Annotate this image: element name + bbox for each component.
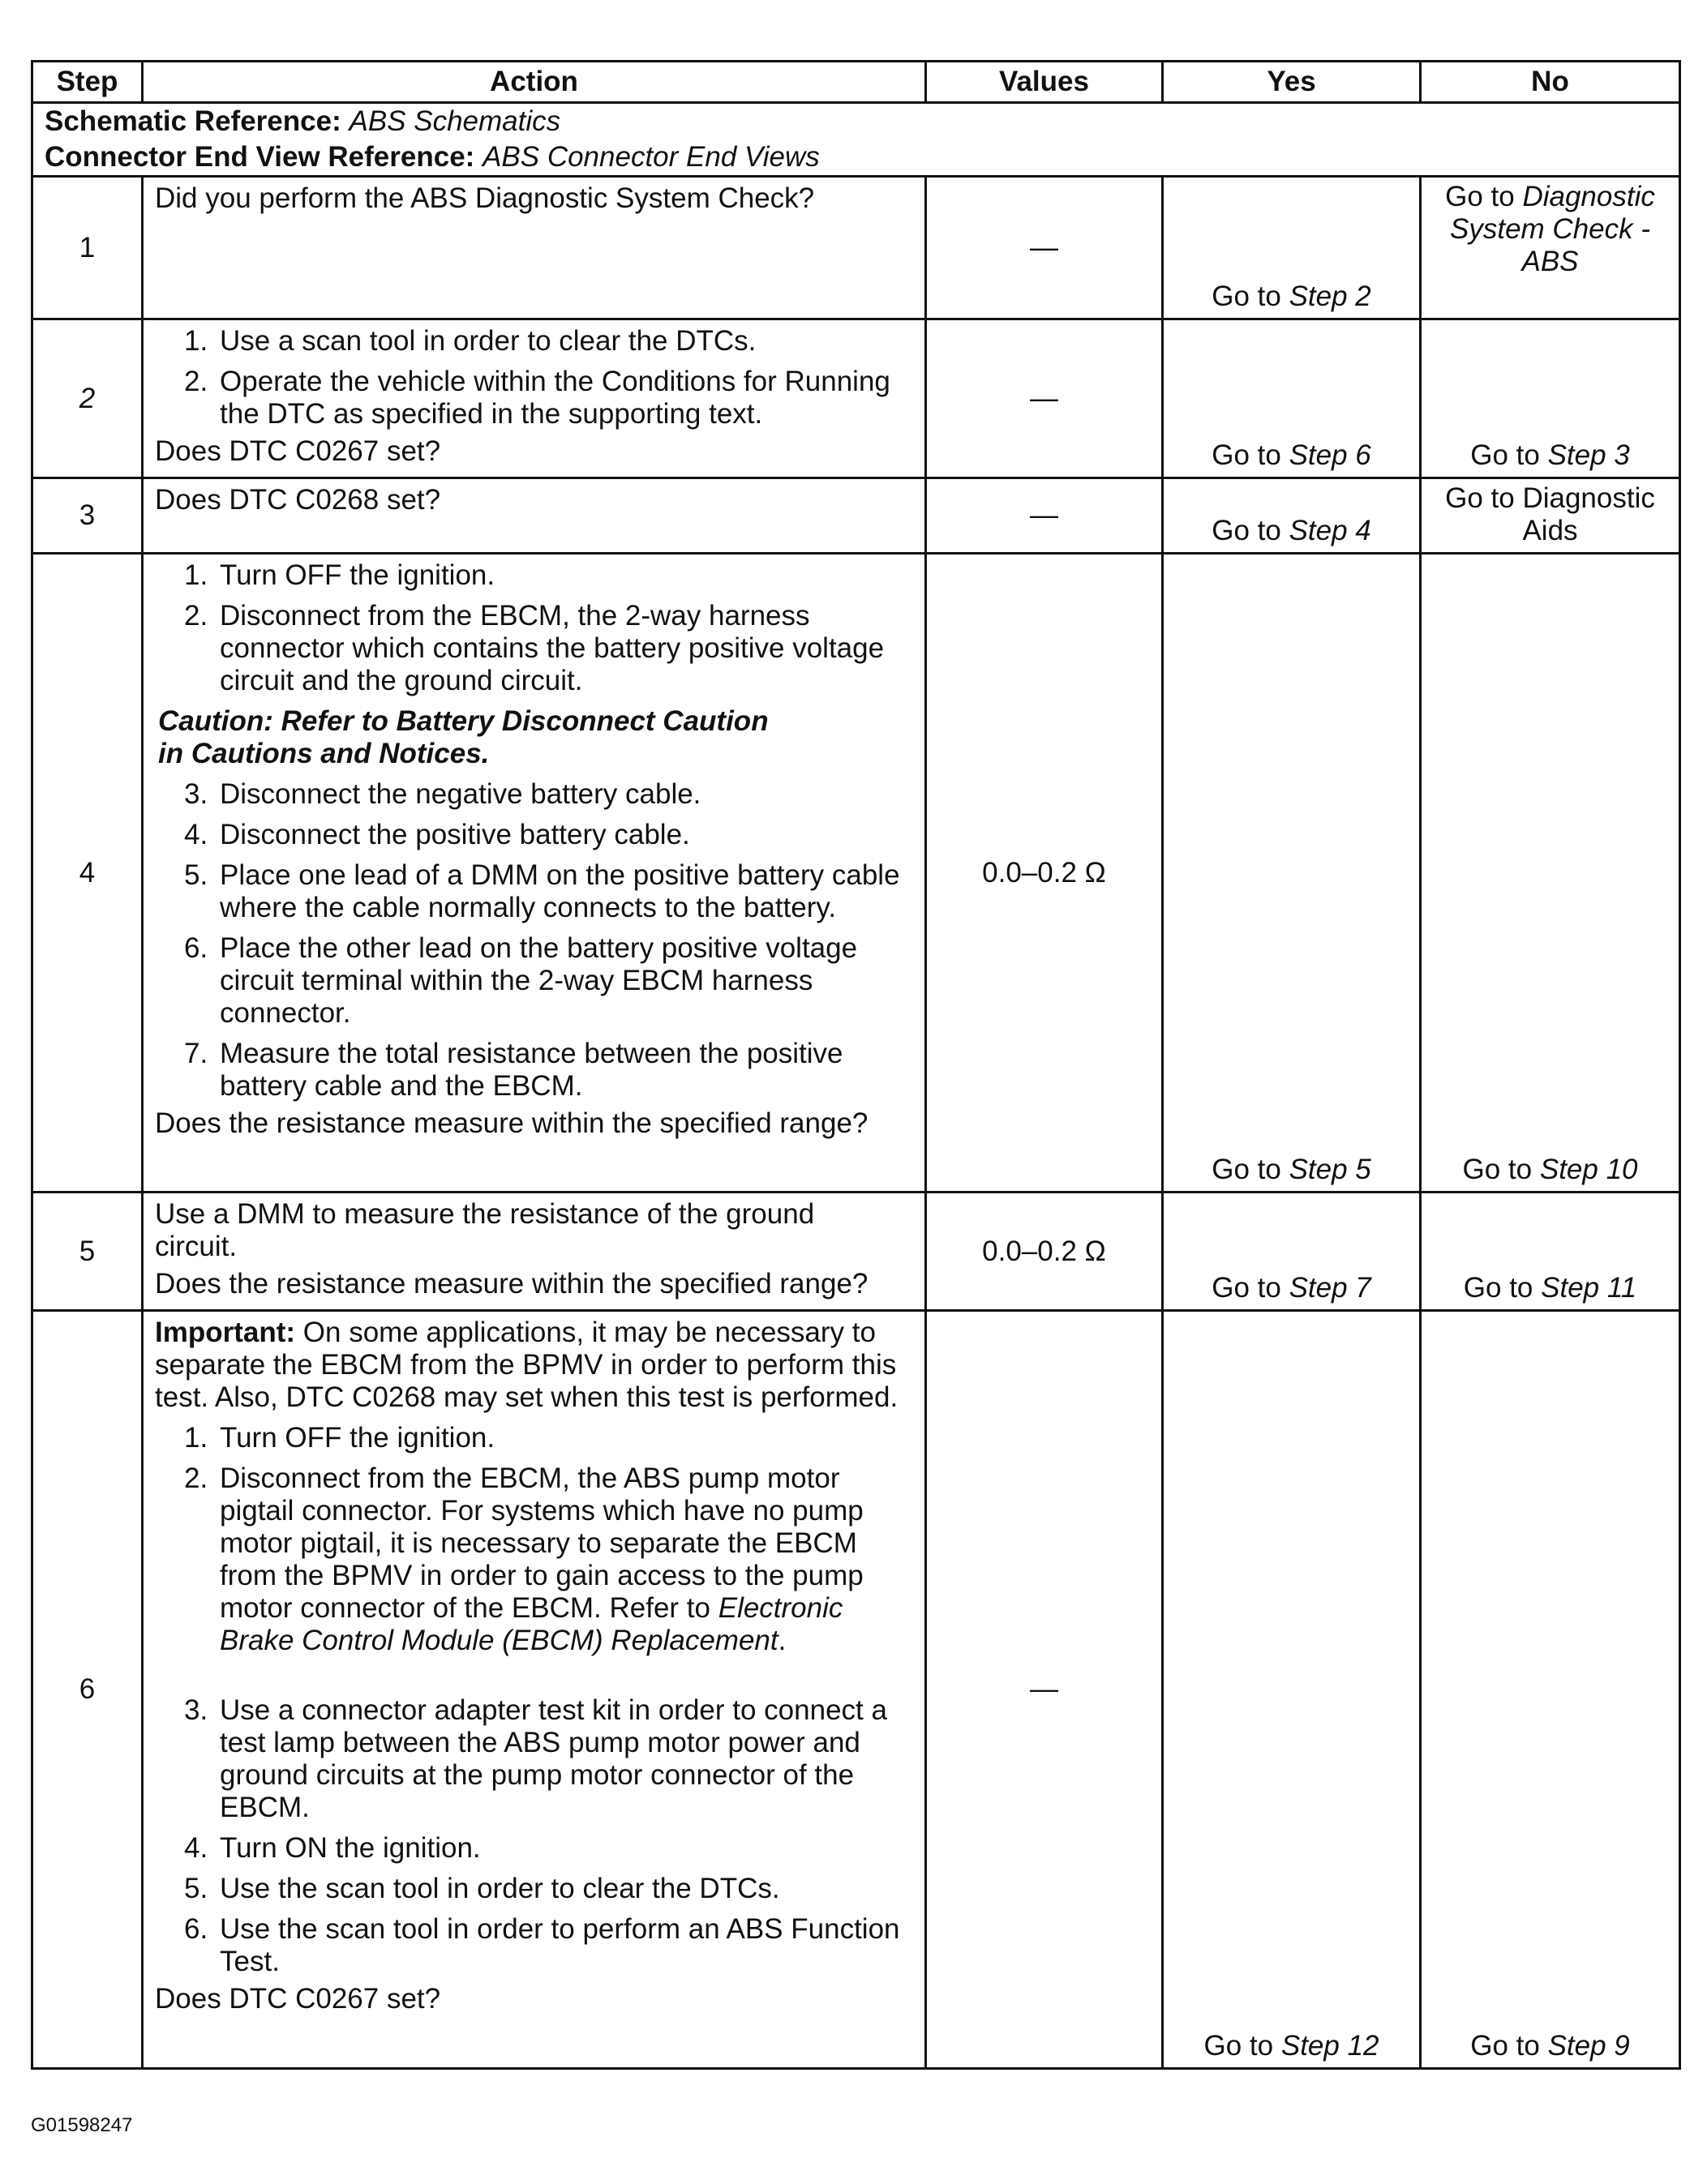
no-prefix: Go to (1470, 439, 1540, 471)
step-action (143, 478, 926, 554)
step-value: — (926, 1311, 1163, 2069)
yes-prefix: Go to (1212, 280, 1281, 312)
step-yes (1163, 1193, 1421, 1311)
step-row-5 (32, 1193, 1680, 1311)
step-question: Does the resistance measure within the specified range? (155, 1107, 869, 1139)
important-note (155, 1317, 913, 1414)
connector-reference (32, 139, 1680, 177)
no-link[interactable]: Step 3 (1547, 439, 1630, 471)
header-no: No (1421, 62, 1680, 103)
no-prefix: Go to (1462, 1154, 1533, 1185)
step-number: 3 (32, 478, 143, 554)
yes-link[interactable]: Step 7 (1289, 1272, 1371, 1304)
step-number: 4 (32, 554, 143, 1193)
step-no (1421, 1311, 1680, 2069)
no-prefix: Go to (1445, 181, 1515, 212)
yes-prefix: Go to (1212, 1272, 1281, 1304)
step-row-2 (32, 319, 1680, 478)
schematic-reference (32, 103, 1680, 140)
yes-prefix: Go to (1212, 515, 1281, 546)
list-item: 4. Disconnect the positive battery cable. (184, 819, 690, 850)
list-item: 7. Measure the total resistance between the positive battery cable and the EBCM. (184, 1038, 843, 1102)
no-link[interactable]: Diagnostic System Check - ABS (1450, 181, 1655, 277)
figure-code: G01598247 (31, 2114, 133, 2136)
list-item: 4. Turn ON the ignition. (184, 1832, 481, 1864)
step-number: 1 (32, 177, 143, 319)
step-action (143, 319, 926, 478)
ebcm-replacement-link[interactable]: Electronic Brake Control Module (EBCM) Replacement (220, 1592, 843, 1656)
step-value: — (926, 177, 1163, 319)
list-item: 6. Place the other lead on the battery positive voltage circuit terminal within the 2-way EBCM harness connector. (184, 932, 858, 1029)
list-item: 1. Turn OFF the ignition. (184, 1422, 495, 1454)
step-number: 2 (32, 319, 143, 478)
step-number: 6 (32, 1311, 143, 2069)
step-list (155, 1422, 913, 1978)
step-list (155, 325, 913, 430)
step-no (1421, 177, 1680, 319)
header-values: Values (926, 62, 1163, 103)
list-item: 2. Operate the vehicle within the Conditions for Running the DTC as specified in the supporting text. (184, 366, 890, 430)
header-action: Action (143, 62, 926, 103)
step-yes (1163, 1311, 1421, 2069)
step-yes (1163, 554, 1421, 1193)
list-item: 2. Disconnect from the EBCM, the ABS pump motor pigtail connector. For systems which have no pump motor pigtail, it is necessary to separate the EBCM from the BPMV in order to gain access to the pump motor connector of the EBCM. Refer to Electronic Brake Control Module (EBCM) Replacement. (184, 1462, 864, 1656)
yes-prefix: Go to (1212, 439, 1281, 471)
step-list (155, 559, 913, 697)
step-yes (1163, 478, 1421, 554)
step-row-6 (32, 1311, 1680, 2069)
yes-prefix: Go to (1212, 1154, 1281, 1185)
list-item: 1. Use a scan tool in order to clear the DTCs. (184, 325, 757, 357)
list-item: 5. Place one lead of a DMM on the positive battery cable where the cable normally connects to the battery. (184, 859, 900, 923)
step-no (1421, 554, 1680, 1193)
step-no (1421, 1193, 1680, 1311)
step-row-4 (32, 554, 1680, 1193)
important-text: On some applications, it may be necessary to separate the EBCM from the BPMV in order to perform this test. Also, DTC C0268 may set when this test is performed. (155, 1317, 899, 1413)
step-action (143, 1311, 926, 2069)
no-link[interactable]: Step 9 (1547, 2030, 1630, 2062)
step-question: Does DTC C0268 set? (155, 484, 441, 516)
list-item: 3. Disconnect the negative battery cable. (184, 778, 701, 810)
no-prefix: Go to (1463, 1272, 1533, 1304)
step-question: Did you perform the ABS Diagnostic System Check? (155, 182, 815, 214)
step-action (143, 554, 926, 1193)
step-row-3 (32, 478, 1680, 554)
list-item: 6. Use the scan tool in order to perform an ABS Function Test. (184, 1913, 900, 1977)
schematic-reference-link[interactable]: ABS Schematics (349, 105, 561, 137)
yes-link[interactable]: Step 5 (1289, 1154, 1371, 1185)
header-yes: Yes (1163, 62, 1421, 103)
list-item: 5. Use the scan tool in order to clear the DTCs. (184, 1873, 780, 1904)
no-link[interactable]: Go to Diagnostic Aids (1445, 482, 1655, 546)
step-list (155, 778, 913, 1103)
step-row-1 (32, 177, 1680, 319)
header-step: Step (32, 62, 143, 103)
step-no (1421, 478, 1680, 554)
no-prefix: Go to (1470, 2030, 1540, 2062)
schematic-reference-row (32, 103, 1680, 140)
step-value: — (926, 478, 1163, 554)
step-number: 5 (32, 1193, 143, 1311)
step-value: 0.0–0.2 Ω (926, 554, 1163, 1193)
important-label: Important: (155, 1317, 296, 1348)
connector-reference-label: Connector End View Reference: (45, 141, 475, 173)
step-yes (1163, 319, 1421, 478)
yes-prefix: Go to (1203, 2030, 1274, 2062)
step-yes (1163, 177, 1421, 319)
list-item: 2. Disconnect from the EBCM, the 2-way harness connector which contains the battery positive voltage circuit and the ground circuit. (184, 600, 885, 696)
yes-link[interactable]: Step 4 (1289, 515, 1371, 546)
step-action (143, 177, 926, 319)
step-action (143, 1193, 926, 1311)
no-link[interactable]: Step 11 (1541, 1272, 1637, 1304)
step-value: — (926, 319, 1163, 478)
step-text: Use a DMM to measure the resistance of the ground circuit. (155, 1198, 815, 1262)
step-no (1421, 319, 1680, 478)
list-item: 3. Use a connector adapter test kit in order to connect a test lamp between the ABS pump motor power and ground circuits at the pump motor connector of the EBCM. (184, 1694, 887, 1823)
header-row (32, 62, 1680, 103)
yes-link[interactable]: Step 6 (1289, 439, 1371, 471)
step-question: Does DTC C0267 set? (155, 1983, 441, 2015)
connector-reference-row (32, 139, 1680, 177)
step-question: Does the resistance measure within the specified range? (155, 1268, 869, 1300)
diagnostic-table (31, 60, 1681, 2070)
step-question: Does DTC C0267 set? (155, 435, 441, 467)
yes-link[interactable]: Step 2 (1289, 280, 1371, 312)
step-value: 0.0–0.2 Ω (926, 1193, 1163, 1311)
connector-reference-link[interactable]: ABS Connector End Views (483, 141, 820, 173)
no-link[interactable]: Step 10 (1539, 1154, 1638, 1185)
diagnostic-table-page (31, 60, 1679, 2070)
yes-link[interactable]: Step 12 (1280, 2030, 1379, 2062)
schematic-reference-label: Schematic Reference: (45, 105, 341, 137)
list-item: 1. Turn OFF the ignition. (184, 559, 495, 591)
caution-note: Caution: Refer to Battery Disconnect Caution in Cautions and Notices. (158, 705, 769, 769)
